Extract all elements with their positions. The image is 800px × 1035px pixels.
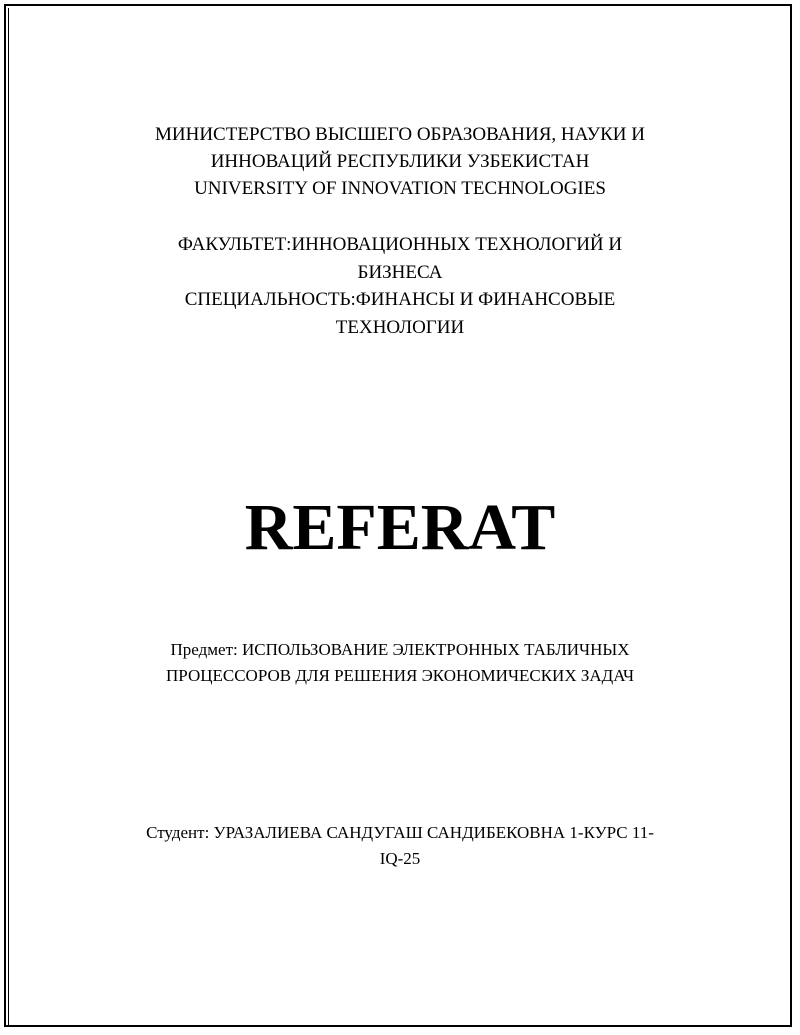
subject-line-1: Предмет: ИСПОЛЬЗОВАНИЕ ЭЛЕКТРОННЫХ ТАБЛИЧНЫХ xyxy=(170,640,630,659)
ministry-header xyxy=(0,121,800,202)
document-title: REFERAT xyxy=(244,491,556,564)
ministry-line-1: МИНИСТЕРСТВО ВЫСШЕГО ОБРАЗОВАНИЯ, НАУКИ И xyxy=(155,124,645,145)
faculty-line-2: БИЗНЕСА xyxy=(357,261,443,283)
faculty-block xyxy=(0,231,800,341)
university-name: UNIVERSITY OF INNOVATION TECHNOLOGIES xyxy=(194,178,606,199)
subject-line-2: ПРОЦЕССОРОВ ДЛЯ РЕШЕНИЯ ЭКОНОМИЧЕСКИХ ЗАДАЧ xyxy=(166,666,634,685)
student-line-1: Студент: УРАЗАЛИЕВА САНДУГАШ САНДИБЕКОВНА 1-КУРС 11- xyxy=(146,823,654,842)
specialty-line-1: СПЕЦИАЛЬНОСТЬ:ФИНАНСЫ И ФИНАНСОВЫЕ xyxy=(184,289,616,310)
ministry-line-2: ИННОВАЦИЙ РЕСПУБЛИКИ УЗБЕКИСТАН xyxy=(210,151,590,172)
specialty-line-2: ТЕХНОЛОГИИ xyxy=(335,316,465,338)
faculty-line-1: ФАКУЛЬТЕТ:ИННОВАЦИОННЫХ ТЕХНОЛОГИЙ И xyxy=(177,234,623,255)
student-line-2: IQ-25 xyxy=(379,849,421,868)
subject-block xyxy=(0,637,800,689)
student-block xyxy=(0,820,800,872)
